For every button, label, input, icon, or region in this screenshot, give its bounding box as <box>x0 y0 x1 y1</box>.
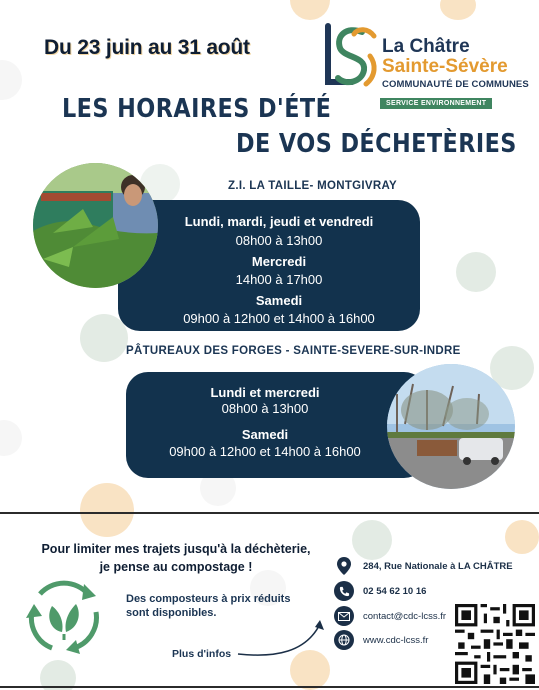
compost-line1: Pour limiter mes trajets jusqu'à la déchèterie, <box>41 542 311 556</box>
site2-location: PÂTUREAUX DES FORGES - SAINTE-SEVERE-SUR-INDRE <box>126 345 461 357</box>
logo-name-line1: La Châtre <box>382 36 470 57</box>
decor-dot <box>0 60 22 100</box>
site2-hours1: 08h00 à 13h00 <box>221 401 309 416</box>
compost-heading <box>26 540 326 576</box>
site1-days2: Mercredi <box>251 254 307 269</box>
phone-number[interactable]: 02 54 62 10 16 <box>363 585 427 597</box>
site2-photo <box>387 364 515 489</box>
decor-dot <box>290 0 330 20</box>
website-link[interactable]: www.cdc-lcss.fr <box>363 634 429 646</box>
composter-note-line1: Des composteurs à prix réduits <box>126 593 291 605</box>
title-line1: LES HORAIRES D'ÉTÉ <box>62 94 332 124</box>
site1-days3: Samedi <box>255 293 303 308</box>
phone-icon <box>334 581 354 601</box>
composter-note-line2: sont disponibles. <box>126 607 217 619</box>
site2-days2: Samedi <box>241 427 289 442</box>
site1-schedule-panel <box>118 200 420 331</box>
website-row <box>334 630 428 650</box>
compost-line2: je pense au compostage ! <box>99 560 253 574</box>
composter-note <box>126 592 290 620</box>
site2-schedule-panel <box>126 372 426 478</box>
logo-mark-icon <box>322 22 380 92</box>
address-row <box>334 556 513 576</box>
date-range: Du 23 juin au 31 août <box>44 36 250 59</box>
site1-photo <box>33 163 158 288</box>
site1-days1: Lundi, mardi, jeudi et vendredi <box>184 214 374 229</box>
site1-location: Z.I. LA TAILLE- MONTGIVRAY <box>228 180 398 192</box>
decor-dot <box>352 520 392 560</box>
globe-icon <box>334 630 354 650</box>
location-pin-icon <box>334 556 354 576</box>
address-text: 284, Rue Nationale à LA CHÂTRE <box>363 560 513 572</box>
decor-dot <box>505 520 539 554</box>
logo <box>318 18 529 113</box>
qr-code-icon[interactable] <box>455 604 535 684</box>
site1-hours2: 14h00 à 17h00 <box>235 272 323 287</box>
site1-hours1: 08h00 à 13h00 <box>235 233 323 248</box>
email-row <box>334 606 446 626</box>
title-line2: DE VOS DÉCHETÈRIES <box>236 129 517 159</box>
decor-dot <box>440 0 476 20</box>
decor-dot <box>80 483 134 537</box>
arrow-icon <box>236 618 326 662</box>
decor-dot <box>456 252 496 292</box>
logo-subtitle: COMMUNAUTÉ DE COMMUNES <box>382 79 529 90</box>
bottom-divider <box>0 686 539 688</box>
mail-icon <box>334 606 354 626</box>
more-info-label: Plus d'infos <box>172 648 232 660</box>
site2-days1: Lundi et mercredi <box>210 385 320 400</box>
recycle-leaf-icon <box>22 572 106 660</box>
site1-hours3: 09h00 à 12h00 et 14h00 à 16h00 <box>183 311 375 326</box>
section-divider <box>0 512 539 514</box>
decor-dot <box>0 420 22 456</box>
phone-row <box>334 581 426 601</box>
logo-badge: SERVICE ENVIRONNEMENT <box>380 98 492 109</box>
site2-hours2: 09h00 à 12h00 et 14h00 à 16h00 <box>169 444 361 459</box>
email-link[interactable]: contact@cdc-lcss.fr <box>363 610 447 622</box>
logo-name-line2: Sainte-Sévère <box>382 56 508 77</box>
